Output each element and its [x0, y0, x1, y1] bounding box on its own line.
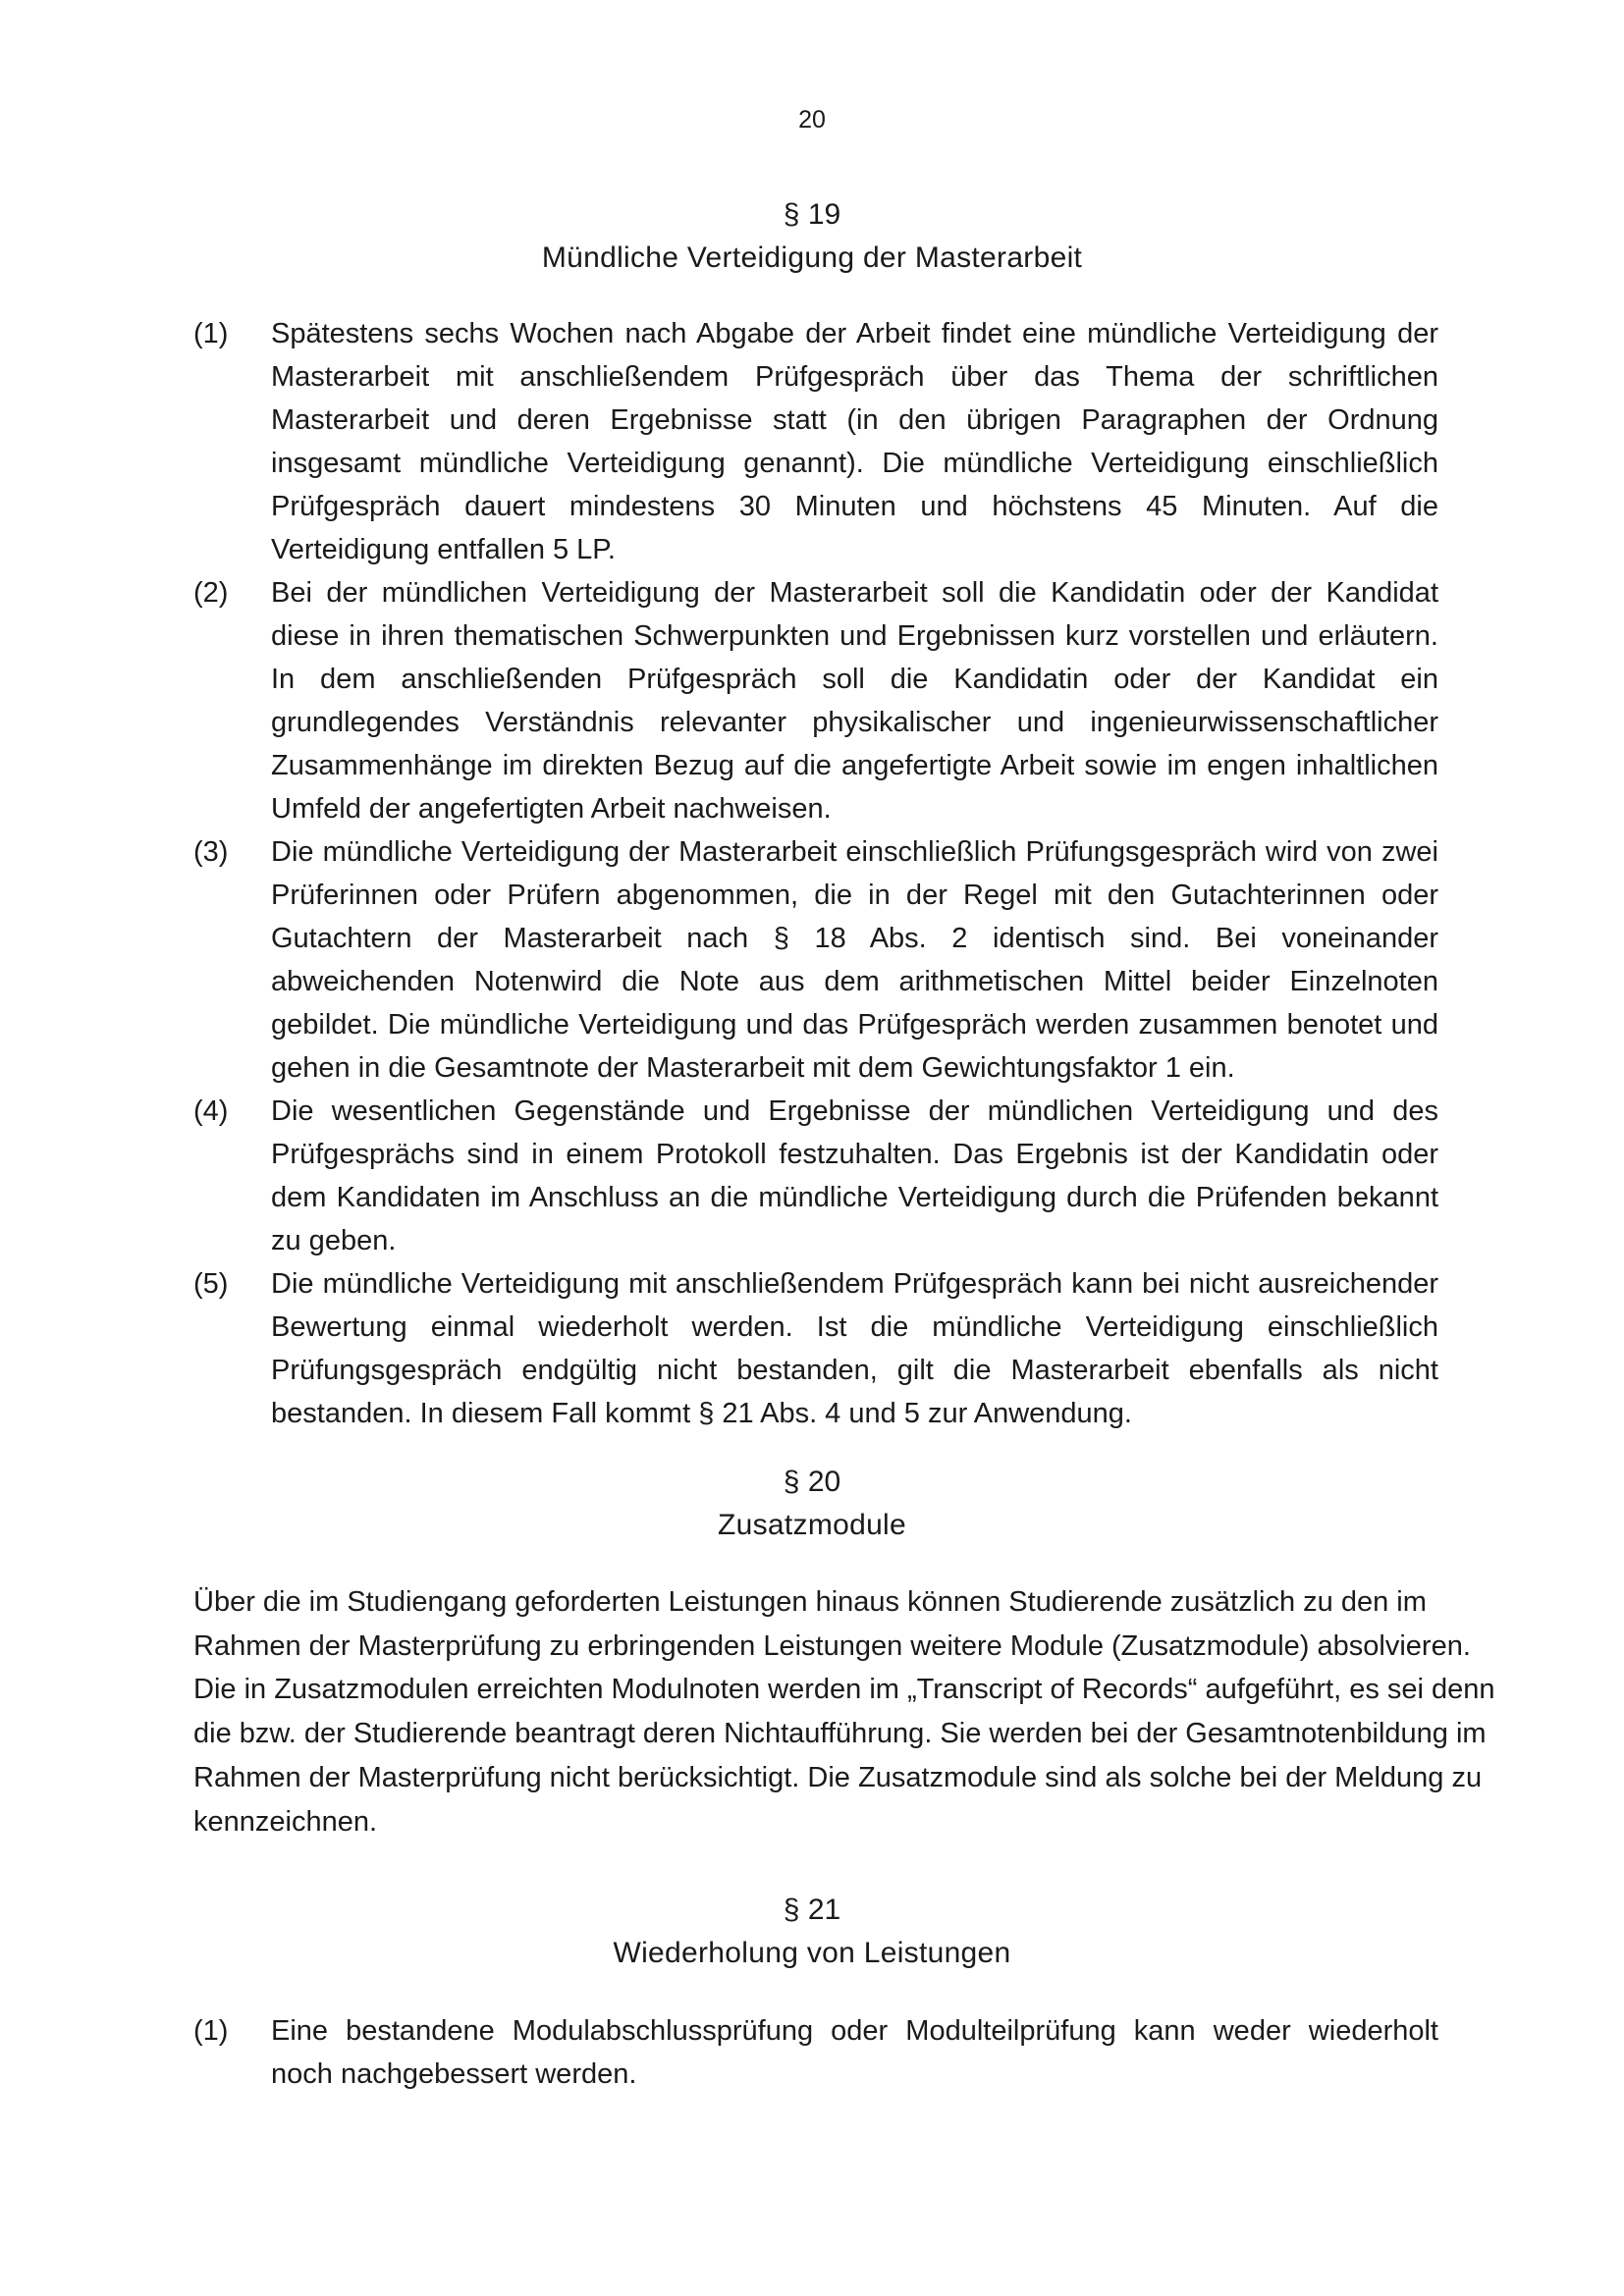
- section-number: § 21: [783, 1894, 841, 1926]
- paragraph-line: kennzeichnen.: [193, 1805, 378, 1838]
- item-text: Die mündliche Verteidigung der Masterarbeit einschließlich Prüfungsgespräch wird von zwei Prüferinnen oder Prüfern abgenommen, die in der Regel mit den Gutachterinnen oder Gutachtern der Masterarbeit nach § 18 Abs. 2 identisch sind. Bei voneinander abweichenden Notenwird die Note aus dem arithmetischen Mittel beider Einzelnoten gebildet. Die mündliche Verteidigung und das Prüfgespräch werden zusammen benotet und gehen in die Gesamtnote der Masterarbeit mit dem Gewichtungsfaktor 1 ein.: [271, 836, 1438, 1084]
- item-text: Die mündliche Verteidigung mit anschließendem Prüfgespräch kann bei nicht ausreichender Bewertung einmal wiederholt werden. Ist die mündliche Verteidigung einschließlich Prüfungsgespräch endgültig nicht bestanden, gilt die Masterarbeit ebenfalls als nicht bestanden. In diesem Fall kommt § 21 Abs. 4 und 5 zur Anwendung.: [271, 1268, 1438, 1429]
- section-19-heading: [0, 193, 1624, 280]
- section-19-list: [193, 312, 1438, 1435]
- list-item: [193, 1090, 1438, 1262]
- item-marker: (5): [193, 1268, 229, 1300]
- section-title: Zusatzmodule: [717, 1509, 907, 1541]
- section-title: Mündliche Verteidigung der Masterarbeit: [541, 241, 1083, 274]
- item-text: Eine bestandene Modulabschlussprüfung oder Modulteilprüfung kann weder wiederholt noch nachgebessert werden.: [271, 2015, 1438, 2090]
- item-text: Spätestens sechs Wochen nach Abgabe der Arbeit findet eine mündliche Verteidigung der Masterarbeit mit anschließendem Prüfgespräch über das Thema der schriftlichen Masterarbeit und deren Ergebnisse statt (in den übrigen Paragraphen der Ordnung insgesamt mündliche Verteidigung genannt). Die mündliche Verteidigung einschließlich Prüfgespräch dauert mindestens 30 Minuten und höchstens 45 Minuten. Auf die Verteidigung entfallen 5 LP.: [271, 318, 1438, 565]
- paragraph-line: Die in Zusatzmodulen erreichten Modulnoten werden im „Transcript of Records“ aufgeführt, es sei denn: [193, 1674, 1495, 1706]
- list-item: [193, 2009, 1438, 2096]
- page-number: 20: [798, 106, 826, 133]
- list-item: [193, 571, 1438, 830]
- item-marker: (2): [193, 577, 229, 609]
- section-number: § 19: [783, 198, 841, 231]
- paragraph-line: Über die im Studiengang geforderten Leistungen hinaus können Studierende zusätzlich zu den im: [193, 1586, 1427, 1618]
- item-text: Bei der mündlichen Verteidigung der Masterarbeit soll die Kandidatin oder der Kandidat diese in ihren thematischen Schwerpunkten und Ergebnissen kurz vorstellen und erläutern. In dem anschließenden Prüfgespräch soll die Kandidatin oder der Kandidat ein grundlegendes Verständnis relevanter physikalischer und ingenieurwissenschaftlicher Zusammenhänge im direkten Bezug auf die angefertigte Arbeit sowie im engen inhaltlichen Umfeld der angefertigten Arbeit nachweisen.: [271, 577, 1438, 825]
- section-number: § 20: [783, 1466, 841, 1498]
- list-item: [193, 312, 1438, 571]
- item-marker: (1): [193, 2015, 229, 2047]
- list-item: [193, 830, 1438, 1090]
- item-marker: (3): [193, 836, 229, 868]
- item-text: Die wesentlichen Gegenstände und Ergebnisse der mündlichen Verteidigung und des Prüfgesprächs sind in einem Protokoll festzuhalten. Das Ergebnis ist der Kandidatin oder dem Kandidaten im Anschluss an die mündliche Verteidigung durch die Prüfenden bekannt zu geben.: [271, 1095, 1438, 1256]
- paragraph-line: die bzw. der Studierende beantragt deren Nichtaufführung. Sie werden bei der Gesamtnotenbildung im: [193, 1718, 1487, 1750]
- section-title: Wiederholung von Leistungen: [613, 1937, 1011, 1969]
- section-20-paragraph: [193, 1580, 1495, 1843]
- paragraph-line: Rahmen der Masterprüfung nicht berücksichtigt. Die Zusatzmodule sind als solche bei der Meldung zu: [193, 1761, 1483, 1793]
- section-21-list: [193, 2009, 1438, 2096]
- paragraph-line: Rahmen der Masterprüfung zu erbringenden Leistungen weitere Module (Zusatzmodule) absolvieren.: [193, 1629, 1471, 1662]
- list-item: [193, 1262, 1438, 1435]
- item-marker: (1): [193, 318, 229, 349]
- section-21-heading: [0, 1889, 1624, 1975]
- section-20-heading: [0, 1461, 1624, 1547]
- item-marker: (4): [193, 1095, 229, 1127]
